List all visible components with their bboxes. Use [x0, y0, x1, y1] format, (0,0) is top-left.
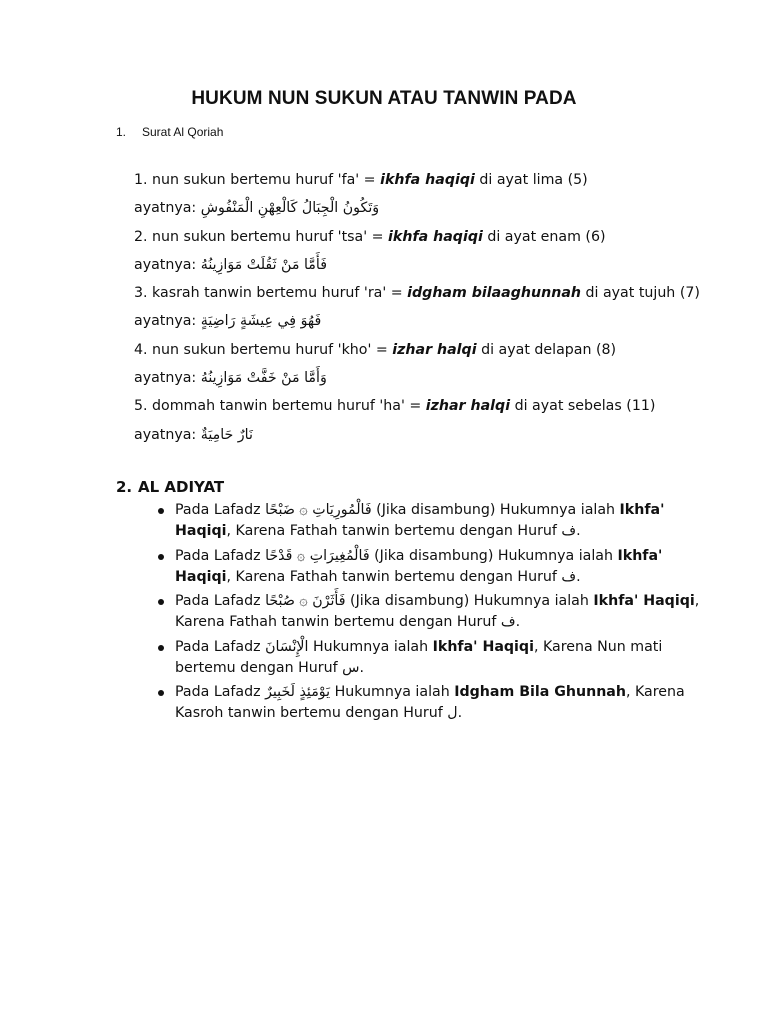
ayat-arabic: نَارٌ حَامِيَةٌ [200, 426, 253, 443]
item-text: . [576, 523, 581, 539]
section-1-heading [116, 125, 223, 139]
ayat-arabic: وَتَكُونُ الْجِبَالُ كَالْعِهْنِ الْمَنْفُوشِ [200, 200, 380, 217]
item-text: , Karena Fathah tanwin bertemu dengan Huruf [175, 593, 700, 630]
item-text: , Karena Fathah tanwin bertemu dengan Huruf [226, 523, 562, 539]
lafadz-arabic: يَوْمَئِذٍ لَخَبِيرٌ [265, 684, 331, 700]
ayat-line [134, 255, 734, 283]
section-2-title: AL ADIYAT [138, 478, 225, 496]
hukum-term: Ikhfa' Haqiqi [593, 593, 695, 609]
rule-term: izhar halqi [392, 341, 477, 358]
section-2-list [156, 500, 711, 728]
rule-text: 1. nun sukun bertemu huruf 'fa' = [134, 172, 381, 188]
rule-term: ikhfa haqiqi [380, 172, 475, 188]
document-title: HUKUM NUN SUKUN ATAU TANWIN PADA [191, 88, 577, 109]
ayat-label: ayatnya: [134, 200, 201, 217]
rule-location: di ayat enam (6) [482, 228, 606, 245]
item-text: (Jika disambung) Hukumnya ialah [345, 593, 594, 609]
rule-text: 3. kasrah tanwin bertemu huruf 'ra' = [134, 285, 408, 302]
bullet-icon [158, 645, 164, 651]
rule-line [134, 396, 734, 424]
section-1-list [134, 170, 734, 453]
rule-term: izhar halqi [425, 398, 511, 415]
lafadz-arabic: فَأَثَرْنَ ۞ صُبْحًا [265, 593, 346, 609]
lafadz-arabic: الْإِنْسَانَ [265, 638, 309, 655]
huruf-letter: ف [500, 614, 516, 630]
rule-line [134, 170, 734, 198]
ayat-arabic: فَهُوَ فِي عِيشَةٍ رَاضِيَةٍ [200, 313, 322, 330]
hukum-term: Ikhfa' Haqiqi [432, 638, 534, 655]
bullet-icon [158, 554, 164, 560]
section-2-heading [116, 478, 224, 496]
ayat-line [134, 198, 734, 226]
list-item [156, 637, 711, 679]
section-1-title: Surat Al Qoriah [142, 125, 224, 139]
lafadz-arabic: فَالْمُورِيَاتِ ۞ ضَبْحًا [265, 502, 372, 518]
item-text: . [457, 705, 463, 721]
rule-line [134, 227, 734, 255]
hukum-term: Idgham Bila Ghunnah [454, 684, 626, 700]
lafadz-arabic: فَالْمُغِيرَاتِ ۞ قَدْحًا [265, 547, 370, 564]
rule-line [134, 340, 734, 368]
ayat-label: ayatnya: [134, 313, 201, 330]
list-item [156, 500, 711, 542]
rule-location: di ayat lima (5) [474, 172, 588, 188]
item-text: (Jika disambung) Hukumnya ialah [369, 547, 618, 564]
item-text: Hukumnya ialah [308, 638, 433, 655]
ayat-arabic: وَأَمَّا مَنْ خَفَّتْ مَوَازِينُهُ [200, 370, 327, 387]
list-item [156, 591, 711, 633]
ayat-line [134, 425, 734, 453]
item-text: , Karena Nun mati bertemu dengan Huruf [175, 638, 663, 676]
hukum-term: Ikhfa' Haqiqi [175, 547, 663, 585]
item-text: Pada Lafadz [175, 547, 266, 564]
hukum-term: Ikhfa' Haqiqi [175, 502, 665, 539]
item-text: . [576, 568, 581, 585]
ayat-label: ayatnya: [134, 256, 201, 273]
bullet-icon [158, 508, 164, 514]
list-item [156, 682, 711, 724]
item-text: . [515, 614, 521, 630]
huruf-letter: ف [561, 568, 577, 585]
ayat-line [134, 368, 734, 396]
item-text: , Karena Fathah tanwin bertemu dengan Huruf [226, 568, 562, 585]
huruf-letter: س [342, 659, 360, 676]
rule-text: 4. nun sukun bertemu huruf 'kho' = [134, 341, 393, 358]
bullet-icon [158, 599, 164, 605]
ayat-arabic: فَأَمَّا مَنْ ثَقُلَتْ مَوَازِينُهُ [200, 256, 327, 273]
ayat-label: ayatnya: [134, 426, 201, 443]
ayat-line [134, 311, 734, 339]
item-text: Hukumnya ialah [330, 684, 455, 700]
rule-location: di ayat sebelas (11) [510, 398, 656, 415]
item-text: (Jika disambung) Hukumnya ialah [371, 502, 620, 518]
bullet-icon [158, 690, 164, 696]
item-text: Pada Lafadz [175, 593, 266, 609]
rule-location: di ayat tujuh (7) [581, 285, 700, 302]
item-text: Pada Lafadz [175, 502, 266, 518]
item-text: , Karena Kasroh tanwin bertemu dengan Huruf [175, 684, 685, 721]
item-text: Pada Lafadz [175, 684, 266, 700]
rule-line [134, 283, 734, 311]
ayat-label: ayatnya: [134, 370, 201, 387]
list-item [156, 546, 711, 588]
section-1-number: 1. [116, 125, 127, 139]
huruf-letter: ف [561, 523, 577, 539]
rule-text: 5. dommah tanwin bertemu huruf 'ha' = [134, 398, 426, 415]
rule-text: 2. nun sukun bertemu huruf 'tsa' = [134, 228, 389, 245]
item-text: . [359, 659, 364, 676]
huruf-letter: ل [447, 705, 458, 721]
item-text: Pada Lafadz [175, 638, 266, 655]
section-2-number: 2. [116, 478, 133, 496]
rule-term: idgham bilaaghunnah [407, 285, 581, 302]
rule-location: di ayat delapan (8) [476, 341, 617, 358]
rule-term: ikhfa haqiqi [388, 228, 483, 245]
